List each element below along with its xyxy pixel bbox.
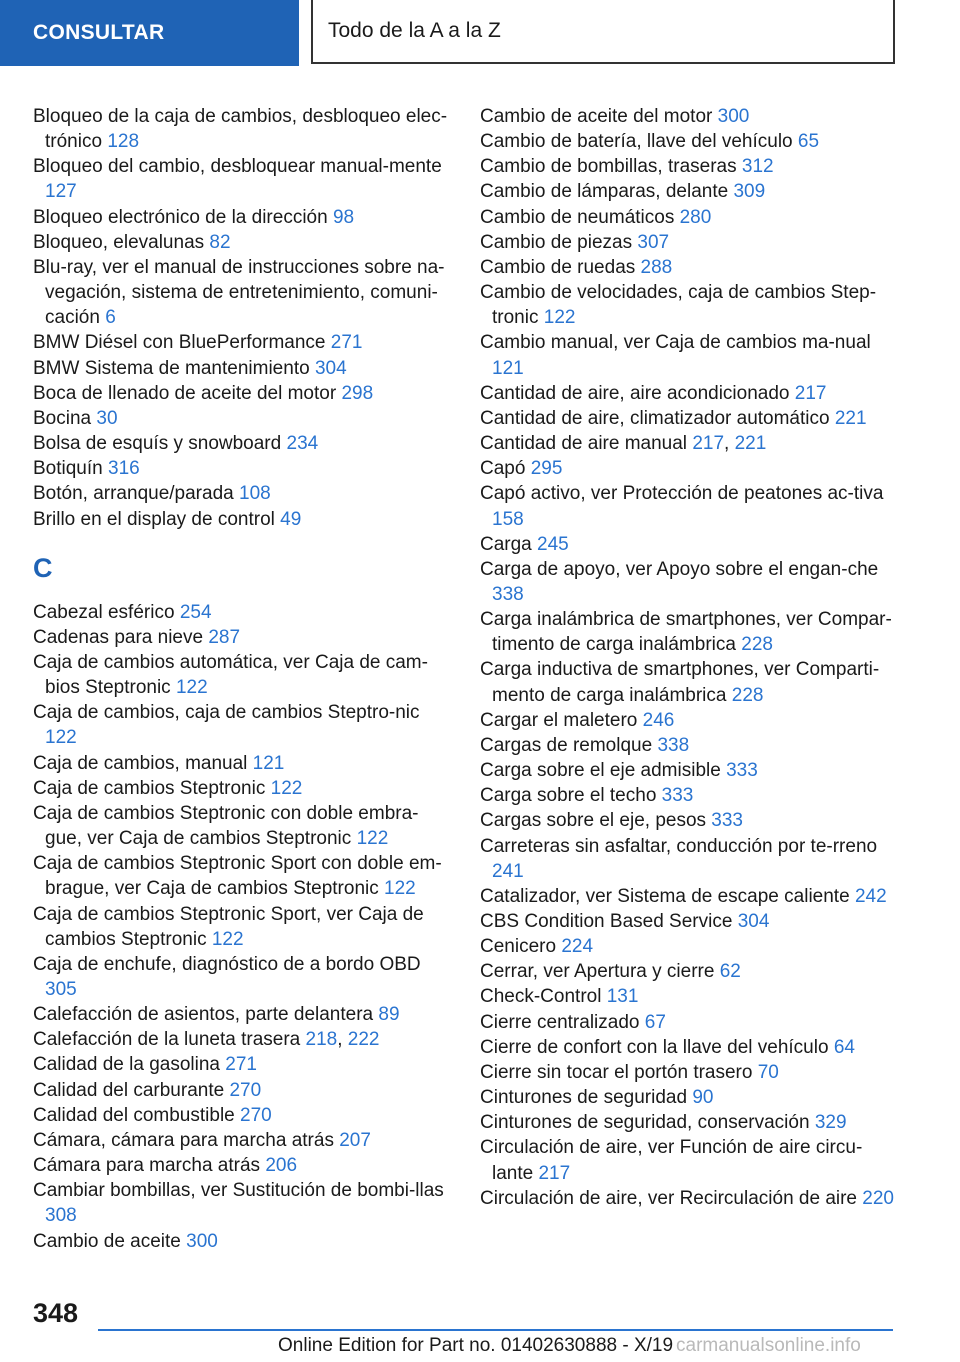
index-entry-text: Blu-ray, ver el manual de instrucciones sobre na-vegación, sistema de entretenimiento, comuni-cación — [33, 256, 445, 329]
index-entry — [33, 104, 453, 154]
index-entry — [480, 808, 900, 833]
page-reference-link[interactable]: 6 — [105, 307, 116, 329]
index-entry — [480, 532, 900, 557]
index-letter-heading: C — [33, 552, 53, 583]
index-entry — [480, 733, 900, 758]
page-reference-link[interactable]: 316 — [108, 458, 140, 480]
page-reference-link[interactable]: 246 — [642, 709, 675, 731]
index-entry — [480, 406, 900, 431]
page-reference-link[interactable]: 65 — [797, 131, 820, 153]
index-entry — [480, 1135, 900, 1185]
index-entry-text: Cierre centralizado — [480, 1011, 640, 1033]
page-reference-link[interactable]: 217 — [538, 1162, 571, 1184]
page-reference-link[interactable]: 221 — [834, 407, 867, 429]
page-reference-link[interactable]: 122 — [211, 928, 244, 950]
page-reference-link[interactable]: 241 — [492, 860, 524, 882]
index-entry — [480, 984, 900, 1009]
index-entry-text: Calidad del carburante — [33, 1079, 225, 1101]
page-reference-link[interactable]: 122 — [175, 677, 208, 699]
index-entry-text: Cierre de confort con la llave del vehículo — [480, 1036, 829, 1058]
index-entry-text: Carreteras sin asfaltar, conducción por te-rreno — [480, 835, 878, 857]
index-entry — [480, 1035, 900, 1060]
index-entry-text: Carga inalámbrica de smartphones, ver Compar-timento de carga inalámbrica — [480, 609, 892, 656]
index-entry-text: Cantidad de aire, aire acondicionado — [480, 382, 790, 404]
page-reference-link[interactable]: 62 — [719, 961, 741, 983]
index-entry — [33, 1103, 453, 1128]
index-entry — [480, 708, 900, 733]
index-entry-text: Cambio de piezas — [480, 231, 633, 253]
footer-divider — [98, 1329, 893, 1331]
index-entry — [33, 1128, 453, 1153]
page-reference-link[interactable]: 300 — [717, 106, 750, 127]
page-reference-link[interactable]: 312 — [741, 156, 774, 178]
index-entry-text: Carga sobre el techo — [480, 785, 657, 807]
page-reference-link[interactable]: 89 — [378, 1004, 400, 1026]
page-reference-link[interactable]: 218 — [305, 1029, 338, 1051]
index-entry-text: Caja de cambios Steptronic con doble embra-gue, ver Caja de cambios Steptronic — [33, 802, 419, 850]
page-header — [0, 0, 960, 66]
index-entry-text: Caja de cambios, manual — [33, 752, 248, 774]
page-reference-link[interactable]: 158 — [492, 508, 524, 530]
page-reference-link[interactable]: 288 — [640, 256, 673, 278]
index-entry-text: Bocina — [33, 407, 92, 429]
index-entry — [33, 330, 453, 355]
index-entry-text: Boca de llenado de aceite del motor — [33, 382, 337, 404]
index-entry — [33, 902, 453, 952]
page-reference-link[interactable]: 271 — [330, 332, 363, 354]
index-entry-text: Carga de apoyo, ver Apoyo sobre el engan-che — [480, 558, 879, 580]
page-reference-link[interactable]: 270 — [240, 1104, 272, 1126]
index-entry-text: Caja de cambios, caja de cambios Steptro-nic — [33, 702, 420, 724]
index-entry-text: Caja de cambios Steptronic — [33, 777, 266, 799]
index-entry-text: Cambio de aceite del motor — [480, 106, 713, 127]
page-reference-link[interactable]: 128 — [107, 131, 140, 153]
watermark: carmanualsonline.info — [676, 1335, 861, 1356]
page-reference-link[interactable]: 131 — [606, 986, 639, 1008]
index-entry — [33, 1153, 453, 1178]
page-reference-link[interactable]: 234 — [286, 433, 319, 455]
index-entry — [33, 700, 453, 750]
index-entry — [33, 625, 453, 650]
page-reference-link[interactable]: 271 — [225, 1054, 257, 1076]
index-entry-text: BMW Diésel con BluePerformance — [33, 332, 326, 354]
index-entry-text: Cargas sobre el eje, pesos — [480, 810, 707, 832]
page-reference-link[interactable]: 220 — [862, 1187, 894, 1209]
index-entry-text: Cantidad de aire, climatizador automático — [480, 407, 830, 429]
index-entry-text: Cinturones de seguridad — [480, 1087, 688, 1109]
index-entry — [480, 758, 900, 783]
index-entry-text: Caja de cambios Steptronic Sport, ver Caja de cambios Steptronic — [33, 903, 424, 950]
page-reference-link[interactable]: 121 — [492, 357, 524, 379]
index-entry — [33, 776, 453, 801]
index-entry — [480, 230, 900, 255]
page-reference-link[interactable]: 82 — [209, 231, 231, 253]
index-entry-text: Cambio de lámparas, delante — [480, 181, 729, 203]
index-entry — [33, 456, 453, 481]
index-entry — [33, 356, 453, 381]
index-entry — [33, 851, 453, 901]
page-reference-link[interactable]: 70 — [757, 1061, 779, 1083]
index-entry-text: Cambio de batería, llave del vehículo — [480, 131, 793, 153]
page-reference-link[interactable]: 304 — [737, 911, 770, 932]
index-entry — [480, 129, 900, 154]
index-entry-text: Cambio de neumáticos — [480, 206, 675, 228]
page-reference-link[interactable]: 122 — [543, 307, 576, 329]
index-column-right — [480, 104, 900, 1211]
index-entry-text: Calefacción de la luneta trasera — [33, 1029, 301, 1051]
page-reference-link[interactable]: 304 — [314, 357, 347, 379]
index-entry — [480, 205, 900, 230]
index-entry — [33, 154, 453, 204]
index-entry-text: Cadenas para nieve — [33, 626, 204, 648]
index-entry-text: Cierre sin tocar el portón trasero — [480, 1061, 753, 1083]
index-entry-text: Circulación de aire, ver Recirculación de aire — [480, 1187, 858, 1209]
page-reference-link[interactable]: 307 — [637, 231, 670, 253]
index-entry — [480, 104, 900, 129]
index-entry-text: Cambio de ruedas — [480, 256, 636, 278]
section-tab[interactable]: CONSULTAR — [0, 0, 299, 66]
index-entry-text: Capó — [480, 458, 526, 480]
index-entry — [480, 456, 900, 481]
page-reference-link[interactable]: 242 — [854, 885, 887, 907]
page-reference-link[interactable]: 254 — [179, 601, 212, 623]
index-entry — [480, 783, 900, 808]
page-reference-link[interactable]: 122 — [356, 828, 389, 850]
page-number: 348 — [33, 1298, 79, 1328]
index-entry-text: Cambio de aceite — [33, 1230, 181, 1252]
index-entry — [33, 406, 453, 431]
index-entry-text: Capó activo, ver Protección de peatones ac-tiva — [480, 483, 884, 505]
page-reference-link[interactable]: 222 — [347, 1029, 380, 1051]
index-entry-text: Cambio de velocidades, caja de cambios Step-tronic — [480, 282, 877, 329]
page-reference-link[interactable]: 280 — [679, 206, 712, 228]
index-entry — [33, 1002, 453, 1027]
index-entry-text: Cambiar bombillas, ver Sustitución de bombi-llas — [33, 1180, 444, 1202]
index-entry — [480, 934, 900, 959]
index-entry-text: CBS Condition Based Service — [480, 911, 733, 932]
page-reference-link[interactable]: 308 — [45, 1205, 77, 1227]
page-reference-link[interactable]: 30 — [96, 407, 118, 429]
index-entry — [480, 381, 900, 406]
edition-note: Online Edition for Part no. 01402630888 - X/19 — [278, 1335, 674, 1356]
index-entry — [33, 481, 453, 506]
page-reference-link[interactable]: 298 — [341, 382, 374, 404]
index-entry-text: Circulación de aire, ver Función de aire circu-lante — [480, 1137, 863, 1184]
page-reference-link[interactable]: 127 — [45, 181, 77, 203]
index-entry-text: Caja de cambios automática, ver Caja de cam-bios Steptronic — [33, 651, 428, 699]
index-entry — [480, 255, 900, 280]
index-entry-text: Bloqueo electrónico de la dirección — [33, 206, 328, 228]
index-entry-text: Cenicero — [480, 936, 557, 958]
index-entry-text: Catalizador, ver Sistema de escape caliente — [480, 885, 850, 907]
index-entry — [33, 431, 453, 456]
index-entry — [480, 909, 900, 934]
index-entry — [33, 650, 453, 700]
index-entry-text: Cámara, cámara para marcha atrás — [33, 1129, 334, 1151]
index-entry: Cantidad de aire manual 217, 221 — [480, 433, 767, 455]
index-entry — [480, 330, 900, 380]
index-entry — [33, 507, 453, 532]
page-reference-link[interactable]: 329 — [814, 1112, 847, 1134]
page-reference-link[interactable]: 300 — [186, 1230, 218, 1252]
index-entry — [33, 1078, 453, 1103]
index-entry-text: Check-Control — [480, 986, 602, 1008]
page-reference-link[interactable]: 305 — [45, 979, 77, 1000]
index-entry-text: Botiquín — [33, 458, 103, 480]
index-entry-text: Cerrar, ver Apertura y cierre — [480, 961, 715, 983]
index-entry-text: Bloqueo del cambio, desbloquear manual-mente — [33, 156, 442, 178]
page-reference-link[interactable]: 228 — [731, 684, 764, 706]
chapter-title: Todo de la A a la Z — [311, 0, 895, 64]
page-reference-link[interactable]: 122 — [45, 727, 77, 749]
index-entry — [480, 557, 900, 607]
page-reference-link[interactable]: 245 — [537, 533, 569, 555]
index-entry — [33, 751, 453, 776]
index-entry-text: Caja de cambios Steptronic Sport con doble em-brague, ver Caja de cambios Steptronic — [33, 853, 442, 900]
index-entry — [33, 600, 453, 625]
index-entry-text: Calidad de la gasolina — [33, 1054, 220, 1076]
page-reference-link[interactable]: 228 — [741, 634, 773, 656]
page-reference-link[interactable]: 217 — [692, 433, 725, 455]
index-entry — [480, 1085, 900, 1110]
page-reference-link[interactable]: 221 — [734, 433, 767, 455]
index-entry — [33, 381, 453, 406]
index-entry-text: BMW Sistema de mantenimiento — [33, 357, 310, 379]
index-entry — [480, 481, 900, 531]
index-entry — [480, 884, 900, 909]
index-entry-text: Cambio manual, ver Caja de cambios ma-nual — [480, 332, 871, 354]
page-reference-link[interactable]: 108 — [239, 483, 271, 505]
index-entry-text: Cargar el maletero — [480, 709, 638, 731]
index-entry-text: Cargas de remolque — [480, 734, 653, 756]
page-reference-link[interactable]: 64 — [833, 1036, 855, 1058]
page-reference-link[interactable]: 122 — [270, 777, 303, 799]
index-entry-text: Cantidad de aire manual — [480, 433, 688, 455]
index-entry-text: Bloqueo, elevalunas — [33, 231, 205, 253]
index-entry-text: Bolsa de esquís y snowboard — [33, 433, 282, 455]
index-entry-text: Carga sobre el eje admisible — [480, 760, 721, 782]
index-entry — [33, 230, 453, 255]
index-entry-text: Cabezal esférico — [33, 601, 175, 623]
index-entry — [480, 959, 900, 984]
index-entry-text: Brillo en el display de control — [33, 508, 275, 530]
page-reference-link[interactable]: 338 — [657, 734, 690, 756]
index-entry-text: Cambio de bombillas, traseras — [480, 156, 737, 178]
page-reference-link[interactable]: 270 — [229, 1079, 262, 1101]
page-reference-link[interactable]: 287 — [208, 626, 241, 648]
index-entry-text: Cámara para marcha atrás — [33, 1155, 261, 1177]
index-entry — [480, 1010, 900, 1035]
page-reference-link[interactable]: 333 — [711, 810, 743, 832]
index-entry — [480, 154, 900, 179]
page-reference-link[interactable]: 207 — [339, 1129, 371, 1151]
index-entry — [480, 1110, 900, 1135]
index-entry — [33, 205, 453, 230]
index-column-left — [33, 104, 453, 1254]
index-entry-text: Calidad del combustible — [33, 1104, 235, 1126]
index-entry — [33, 1178, 453, 1228]
index-entry — [480, 179, 900, 204]
page-reference-link[interactable]: 338 — [492, 583, 524, 605]
page-reference-link[interactable]: 121 — [252, 752, 285, 774]
page-reference-link[interactable]: 122 — [384, 878, 416, 900]
index-entry — [480, 834, 900, 884]
page-reference-link[interactable]: 67 — [644, 1011, 666, 1033]
index-entry — [480, 1186, 900, 1211]
index-entry-text: Cinturones de seguridad, conservación — [480, 1112, 810, 1134]
page-reference-link[interactable]: 49 — [280, 508, 302, 530]
index-entry-text: Caja de enchufe, diagnóstico de a bordo OBD — [33, 953, 421, 975]
index-entry-text: Botón, arranque/parada — [33, 483, 234, 505]
index-entry — [480, 1060, 900, 1085]
page-reference-link[interactable]: 333 — [726, 760, 758, 782]
page-reference-link[interactable]: 206 — [265, 1155, 298, 1177]
index-entry-text: Bloqueo de la caja de cambios, desbloqueo elec-trónico — [33, 106, 448, 153]
page-reference-link[interactable]: 295 — [530, 458, 563, 480]
index-entry — [33, 1229, 453, 1254]
page-reference-link[interactable]: 224 — [561, 936, 594, 958]
index-entry — [33, 952, 453, 1002]
index-entry — [480, 280, 900, 330]
index-entry — [480, 607, 900, 657]
page-reference-link[interactable]: 98 — [332, 206, 355, 228]
page-reference-link[interactable]: 217 — [794, 382, 827, 404]
index-entry — [33, 1052, 453, 1077]
index-entry-text: Carga inductiva de smartphones, ver Comparti-mento de carga inalámbrica — [480, 659, 880, 706]
index-entry-text: Carga — [480, 533, 532, 555]
page-reference-link[interactable]: 309 — [733, 181, 766, 203]
index-entry: Calefacción de la luneta trasera 218, 222 — [33, 1029, 380, 1051]
index-entry — [33, 801, 453, 851]
index-entry — [480, 657, 900, 707]
index-entry-text: Calefacción de asientos, parte delantera — [33, 1004, 374, 1026]
page-reference-link[interactable]: 90 — [692, 1087, 714, 1109]
page-reference-link[interactable]: 333 — [661, 785, 694, 807]
index-entry — [33, 255, 453, 330]
